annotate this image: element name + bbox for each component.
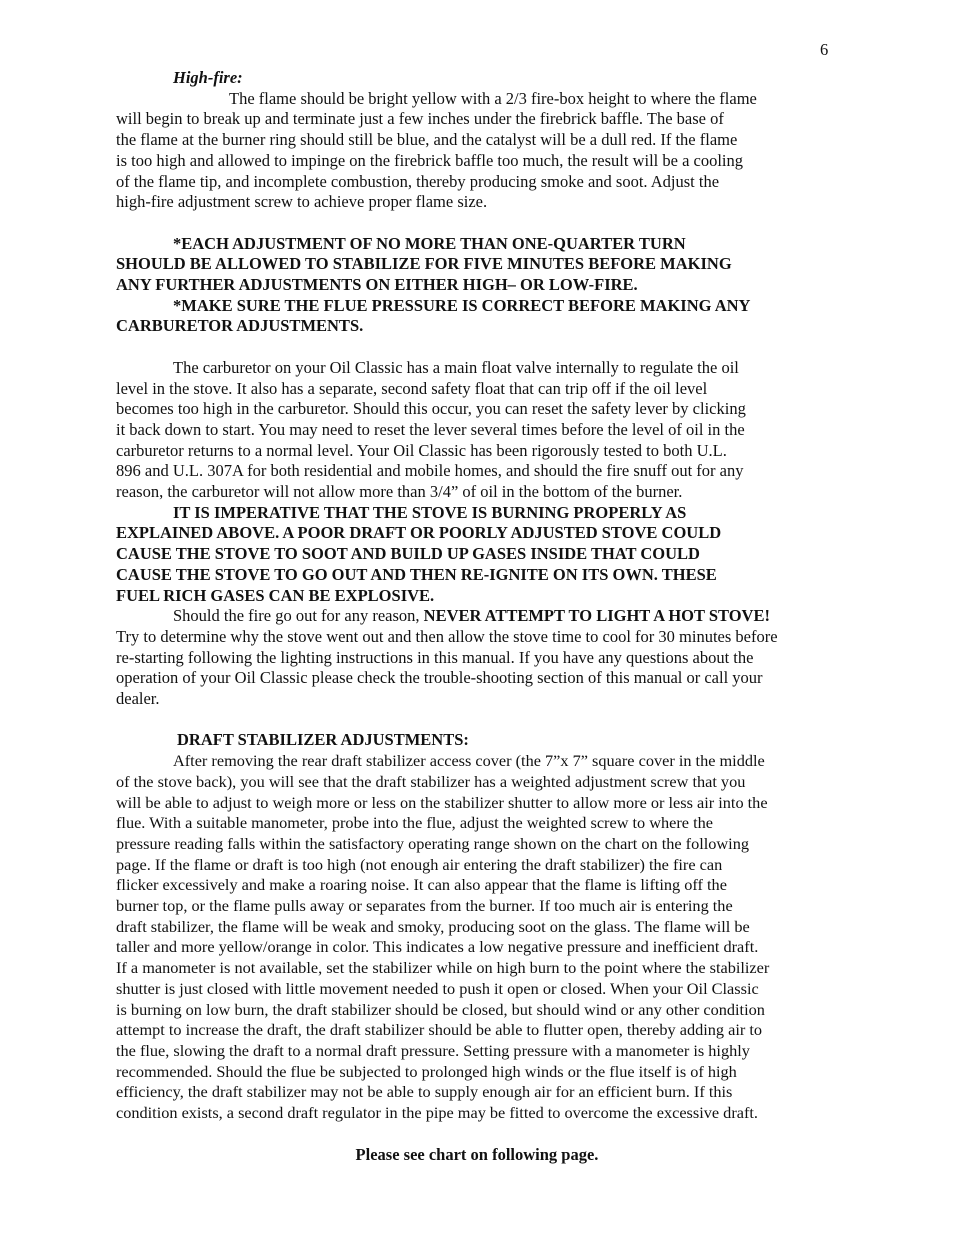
- page-number: 6: [820, 40, 829, 59]
- flue-pressure-warning: [116, 296, 838, 337]
- text-line: CAUSE THE STOVE TO GO OUT AND THEN RE-IGNITE ON ITS OWN. THESE: [116, 564, 717, 584]
- text-line: becomes too high in the carburetor. Should this occur, you can reset the safety lever by clicking: [116, 399, 746, 419]
- text-line: draft stabilizer, the flame will be weak and smoky, producing soot on the glass. The flame will be: [116, 916, 750, 936]
- text-line: of the flame tip, and incomplete combustion, thereby producing smoke and soot. Adjust the: [116, 171, 720, 191]
- footer-note: Please see chart on following page.: [355, 1144, 599, 1164]
- text-line: level in the stove. It also has a separate, second safety float that can trip off if the oil level: [116, 378, 708, 398]
- text-line: FUEL RICH GASES CAN BE EXPLOSIVE.: [116, 585, 435, 605]
- draft-stabilizer-paragraph: [116, 751, 838, 1124]
- text-line: CAUSE THE STOVE TO SOOT AND BUILD UP GASES INSIDE THAT COULD: [116, 544, 700, 564]
- text-line: is burning on low burn, the draft stabilizer should be closed, but should wind or any other condition: [116, 999, 765, 1019]
- text-line: CARBURETOR ADJUSTMENTS.: [116, 316, 364, 336]
- adjustment-warning: [116, 234, 838, 296]
- text-line: burner top, or the flame pulls away or separates from the burner. If too much air is entering the: [116, 896, 733, 916]
- text-line: carburetor returns to a normal level. Your Oil Classic has been rigorously tested to both U.L.: [116, 440, 727, 460]
- text-line: of the stove back), you will see that the draft stabilizer has a weighted adjustment screw that you: [116, 771, 746, 791]
- text-line: dealer.: [116, 689, 160, 709]
- fire-out-paragraph: [116, 606, 838, 710]
- text-line: shutter is just closed with little movement needed to push it open or closed. When your Oil Classic: [116, 978, 759, 998]
- text-line: is too high and allowed to impinge on the firebrick baffle too much, the result will be a cooling: [116, 150, 744, 170]
- text-line: The carburetor on your Oil Classic has a main float valve internally to regulate the oil: [173, 357, 739, 377]
- spacer: [116, 213, 838, 234]
- text-line: If a manometer is not available, set the stabilizer while on high burn to the point where the stabilizer: [116, 958, 770, 978]
- text-line: it back down to start. You may need to reset the lever several times before the level of oil in the: [116, 419, 745, 439]
- text-line: *MAKE SURE THE FLUE PRESSURE IS CORRECT BEFORE MAKING ANY: [173, 295, 751, 315]
- text-line: attempt to increase the draft, the draft stabilizer should be able to flutter open, thereby adding air to: [116, 1020, 763, 1040]
- spacer: [116, 710, 838, 731]
- text-line: pressure reading falls within the satisfactory operating range shown on the chart on the following: [116, 833, 749, 853]
- text-line: re-starting following the lighting instructions in this manual. If you have any questions about the: [116, 647, 754, 667]
- text-line: efficiency, the draft stabilizer may not be able to supply enough air for an efficient burn. If this: [116, 1082, 733, 1102]
- text-line: reason, the carburetor will not allow more than 3/4” of oil in the bottom of the burner.: [116, 482, 683, 502]
- text-line: Try to determine why the stove went out and then allow the stove time to cool for 30 minutes before: [116, 626, 778, 646]
- text-line: IT IS IMPERATIVE THAT THE STOVE IS BURNING PROPERLY AS: [173, 502, 687, 522]
- text-line: EXPLAINED ABOVE. A POOR DRAFT OR POORLY ADJUSTED STOVE COULD: [116, 523, 722, 543]
- fire-out-lead: Should the fire go out for any reason,: [173, 606, 424, 626]
- text-line: the flame at the burner ring should still be blue, and the catalyst will be a dull red. If the flame: [116, 130, 738, 150]
- text-line: condition exists, a second draft regulator in the pipe may be fitted to overcome the excessive draft.: [116, 1103, 758, 1123]
- text-line: After removing the rear draft stabilizer access cover (the 7”x 7” square cover in the middle: [173, 751, 765, 771]
- draft-stabilizer-heading: DRAFT STABILIZER ADJUSTMENTS:: [177, 730, 469, 750]
- text-line: *EACH ADJUSTMENT OF NO MORE THAN ONE-QUARTER TURN: [173, 233, 686, 253]
- text-line: will be able to adjust to weigh more or less on the stabilizer shutter to allow more or less air into the: [116, 792, 768, 812]
- hot-stove-warning: NEVER ATTEMPT TO LIGHT A HOT STOVE!: [423, 606, 770, 626]
- text-line: high-fire adjustment screw to achieve proper flame size.: [116, 192, 488, 212]
- text-line: [116, 606, 838, 627]
- imperative-warning: [116, 503, 838, 607]
- text-line: page. If the flame or draft is too high (not enough air entering the draft stabilizer) the fire can: [116, 854, 723, 874]
- text-line: flicker excessively and make a roaring noise. It can also appear that the flame is lifting off the: [116, 875, 727, 895]
- body-text: [116, 68, 838, 1165]
- text-line: will begin to break up and terminate just a few inches under the firebrick baffle. The base of: [116, 109, 724, 129]
- text-line: 896 and U.L. 307A for both residential and mobile homes, and should the fire snuff out for any: [116, 461, 744, 481]
- text-line: taller and more yellow/orange in color. This indicates a low negative pressure and inefficient draft.: [116, 937, 759, 957]
- high-fire-paragraph: [116, 89, 838, 213]
- text-line: SHOULD BE ALLOWED TO STABILIZE FOR FIVE MINUTES BEFORE MAKING: [116, 254, 732, 274]
- spacer: [116, 337, 838, 358]
- text-line: flue. With a suitable manometer, probe into the flue, adjust the weighted screw to where the: [116, 813, 713, 833]
- text-line: The flame should be bright yellow with a 2/3 fire-box height to where the flame: [229, 88, 757, 108]
- text-line: the flue, slowing the draft to a normal draft pressure. Setting pressure with a manometer is highly: [116, 1041, 750, 1060]
- text-line: recommended. Should the flue be subjected to prolonged high winds or the flue itself is of high: [116, 1061, 737, 1081]
- text-line: ANY FURTHER ADJUSTMENTS ON EITHER HIGH– OR LOW-FIRE.: [116, 275, 638, 295]
- high-fire-heading: High-fire:: [173, 68, 243, 87]
- text-line: operation of your Oil Classic please check the trouble-shooting section of this manual or call your: [116, 668, 763, 688]
- carburetor-paragraph: [116, 358, 838, 503]
